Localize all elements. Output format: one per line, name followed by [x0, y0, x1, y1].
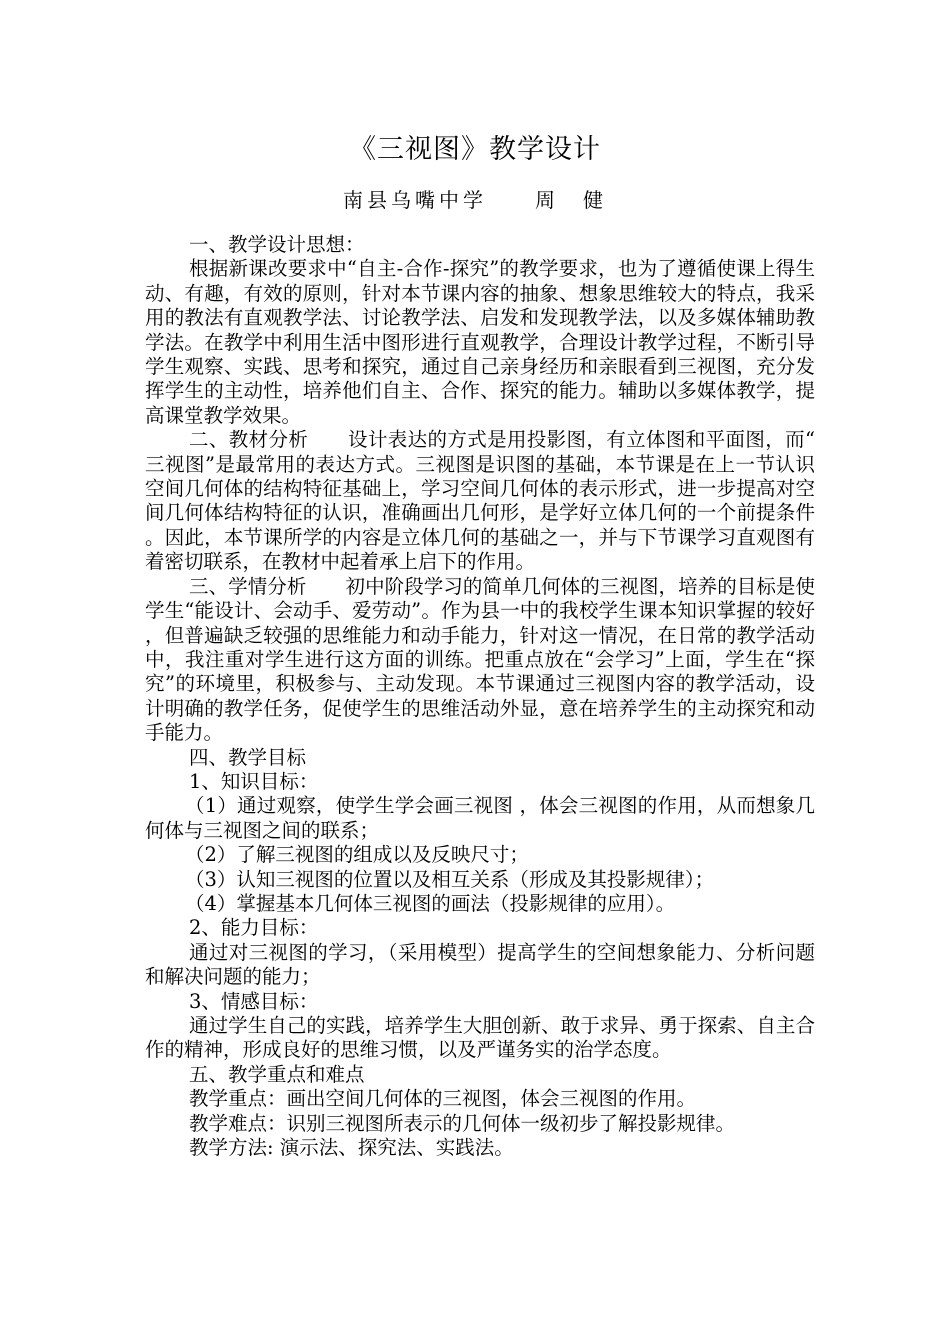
list-item-objective-1: （1）通过观察，使学生学会画三视图 ，体会三视图的作用，从而想象几何体与三视图之间的联系；: [145, 794, 815, 842]
paragraph-key-point: 教学重点：画出空间几何体的三视图，体会三视图的作用。: [189, 1087, 697, 1111]
subheading-knowledge-objectives: 1、知识目标：: [189, 769, 319, 793]
paragraph-design-idea: 根据新课改要求中“自主-合作-探究”的教学要求，也为了遵循使课上得生动、有趣，有效的原则，针对本节课内容的抽象、想象思维较大的特点，我采用的教法有直观教学法、讨论教学法、启发和发现教学法，以及多媒体辅助教学法。在教学中利用生活中图形进行直观教学，合理设计教学过程，不断引导学生观察、实践、思考和探究，通过自己亲身经历和亲眼看到三视图，充分发挥学生的主动性，培养他们自主、合作、探究的能力。辅助以多媒体教学，提高课堂教学效果。: [145, 257, 815, 427]
paragraph-student-analysis: 三、学情分析 初中阶段学习的简单几何体的三视图，培养的目标是使学生“能设计、会动手、爱劳动”。作为县一中的我校学生课本知识掌握的较好，但普遍缺乏较强的思维能力和动手能力，针对这一情况，在日常的教学活动中，我注重对学生进行这方面的训练。把重点放在“会学习”上面，学生在“探究”的环境里，积极参与、主动发现。本节课通过三视图内容的教学活动，设计明确的教学任务，促使学生的思维活动外显，意在培养学生的主动探究和动手能力。: [145, 574, 815, 745]
paragraph-difficult-point: 教学难点：识别三视图所表示的几何体一级初步了解投影规律。: [189, 1111, 736, 1135]
section-heading-design-idea: 一、教学设计思想：: [189, 233, 365, 256]
section-heading-objectives: 四、教学目标: [189, 745, 307, 769]
subheading-emotion-objectives: 3、情感目标：: [189, 989, 319, 1013]
section-heading-key-points: 五、教学重点和难点: [189, 1062, 365, 1086]
document-title: 《三视图》教学设计: [349, 134, 601, 165]
paragraph-ability-objectives: 通过对三视图的学习，（采用模型）提高学生的空间想象能力、分析问题和解决问题的能力；: [145, 940, 815, 989]
paragraph-teaching-methods: 教学方法: 演示法、探究法、实践法。: [189, 1136, 514, 1160]
list-item-objective-4: （4）掌握基本几何体三视图的画法（投影规律的应用）。: [185, 891, 676, 915]
document-body: [145, 233, 815, 1160]
paragraph-material-analysis: 二、教材分析 设计表达的方式是用投影图，有立体图和平面图，而“三视图”是最常用的表达方式。三视图是识图的基础，本节课是在上一节认识空间几何体的结构特征基础上，学习空间几何体的表示形式，进一步提高对空间几何体结构特征的认识，准确画出几何形，是学好立体几何的一个前提条件。因此，本节课所学的内容是立体几何的基础之一，并与下节课学习直观图有着密切联系，在教材中起着承上启下的作用。: [145, 428, 815, 574]
document-author: 南县乌嘴中学 周 健: [343, 188, 607, 212]
paragraph-emotion-objectives: 通过学生自己的实践，培养学生大胆创新、敢于求异、勇于探索、自主合作的精神，形成良好的思维习惯，以及严谨务实的治学态度。: [145, 1014, 815, 1062]
list-item-objective-2: （2）了解三视图的组成以及反映尺寸；: [185, 843, 529, 867]
list-item-objective-3: （3）认知三视图的位置以及相互关系（形成及其投影规律）；: [185, 867, 715, 891]
subheading-ability-objectives: 2、能力目标：: [189, 916, 319, 940]
